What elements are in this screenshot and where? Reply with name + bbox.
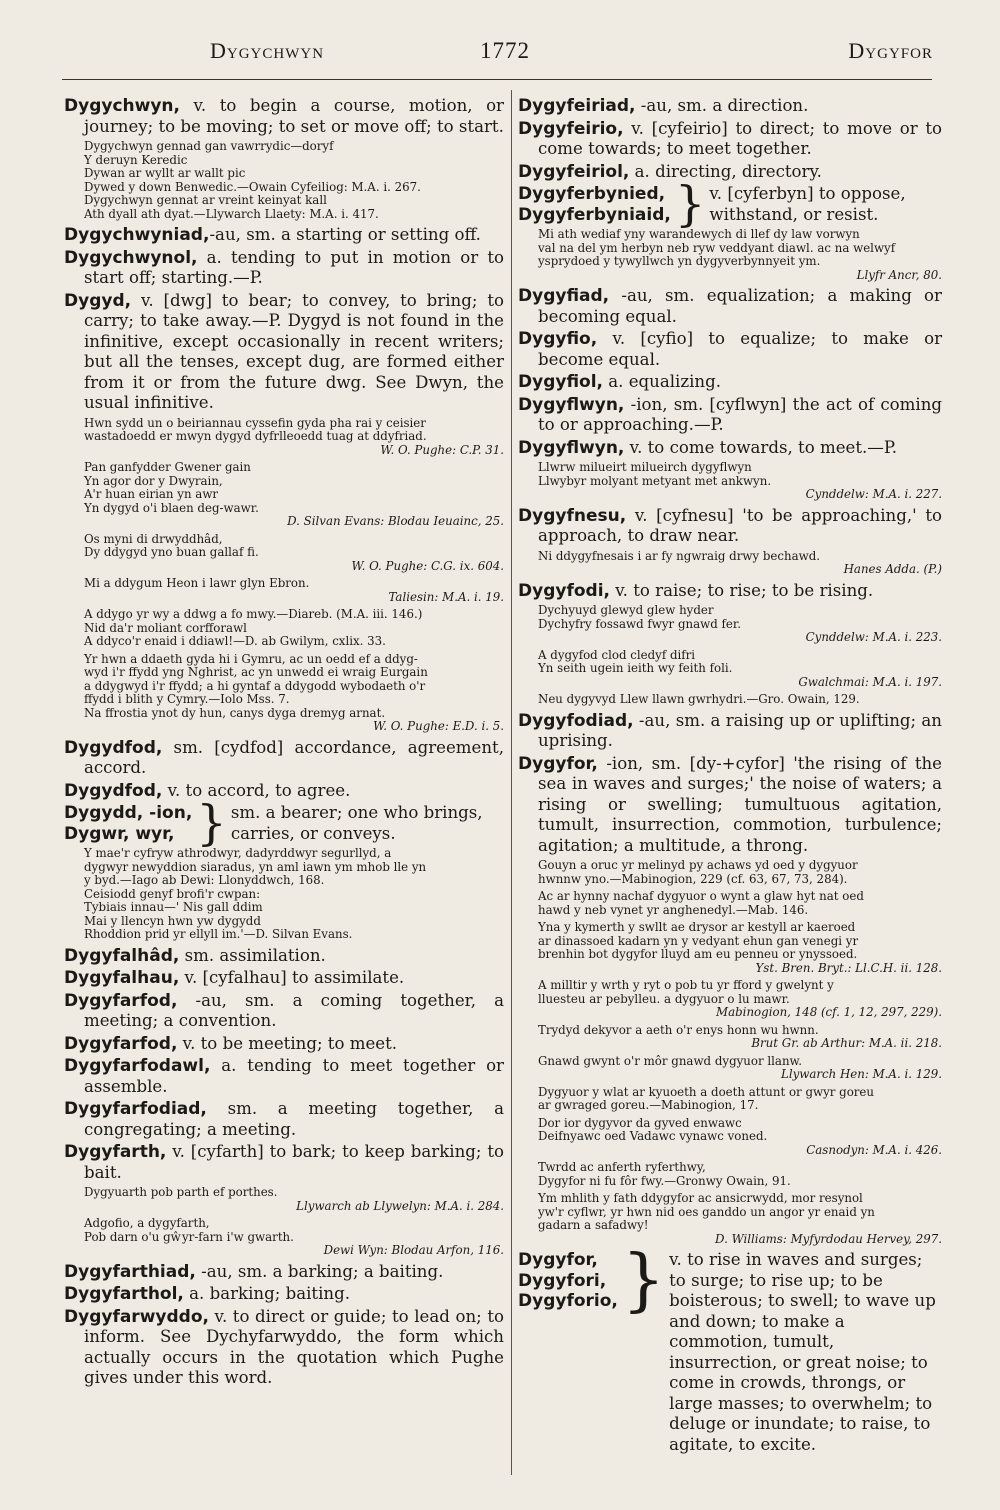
entry-headword-group: [64, 803, 192, 844]
citation-block: [84, 1186, 504, 1213]
citation-line: hwnnw yno.—Mabinogion, 229 (cf. 63, 67, 73, 284).: [538, 871, 848, 886]
citation-line: Dygyfor ni fu fôr fwy.—Gronwy Owain, 91.: [538, 1173, 791, 1188]
citation-line: ysprydoed y tywyllwch yn dygyverbynnyeit ym.: [538, 254, 821, 268]
dictionary-entry-group: [518, 176, 942, 232]
entry-definition: -au, sm. a barking; a baiting.: [195, 1261, 444, 1281]
entry-headword: Dygyfarfodiad,: [64, 1099, 207, 1119]
entry-headword: Dygyfodi,: [518, 580, 610, 601]
entry-headword: Dygyfarwyddo,: [64, 1306, 209, 1327]
citation-line: wastadoedd er mwyn dygyd dyfrlleoedd tuag at ddyfriad.: [84, 429, 427, 443]
dictionary-entry: [64, 1284, 504, 1305]
citation-block: [538, 649, 942, 690]
dictionary-entry-group: [518, 1241, 942, 1455]
page-number: 1772: [480, 38, 530, 63]
entry-definition: -ion, sm. [cyflwyn] the act of coming to or approaching.—P.: [538, 394, 942, 434]
citation-line: a ddygwyd i'r ffydd; a hi gyntaf a ddygodd wybodaeth o'r: [84, 678, 426, 693]
citation-line: A ddygo yr wy a ddwg a fo mwy.—Diareb. (M.A. iii. 146.): [84, 607, 423, 621]
citation-line: Yn dygyd o'i blaen deg-wawr.: [84, 500, 259, 515]
entry-definition: sm. a meeting together, a congregating; a meeting.: [84, 1099, 504, 1139]
citation-line: Dywan ar wyllt ar wallt pic: [84, 166, 246, 180]
entry-definition: -au, sm. a starting or setting off.: [209, 225, 481, 244]
brace-symbol: }: [674, 176, 706, 232]
citation-line: Mi a ddygum Heon i lawr glyn Ebron.: [84, 576, 310, 590]
citation-block: [538, 1161, 942, 1188]
citation-line: Dygychwyn gennat ar vreint keinyat kall: [84, 193, 327, 207]
citation-line: Ac ar hynny nachaf dygyuor o wynt a glaw hyt nat oed: [538, 889, 864, 903]
citation-line: Y mae'r cyfryw athrodwyr, dadyrddwyr segurllyd, a: [84, 846, 392, 860]
citation-line: ar gwraged goreu.—Mabinogion, 17.: [538, 1098, 759, 1112]
citation-line: Os myni di drwyddhâd,: [84, 531, 223, 546]
dictionary-entry: [518, 506, 942, 547]
entry-definition: v. to begin a course, motion, or journey; to be moving; to set or move off; to start.: [84, 96, 504, 136]
citation-block: [538, 550, 942, 577]
entry-headword: Dygyfio,: [518, 329, 598, 349]
citation-line: hawd y neb vynet yr anghenedyl.—Mab. 146.: [538, 902, 809, 917]
citation-block: [538, 921, 942, 975]
entry-definition: v. [cyfeirio] to direct; to move or to come towards; to meet together.: [538, 118, 942, 158]
citation-line: Dygychwyn gennad gan vawrrydic—doryf: [84, 139, 334, 153]
entry-definition: a. directing, directory.: [629, 161, 822, 181]
citation-line: Gouyn a oruc yr melinyd py achaws yd oed y dygyuor: [538, 858, 858, 872]
citation-source: Casnodyn: M.A. i. 426.: [806, 1142, 942, 1157]
citation-line: Trydyd dekyvor a aeth o'r enys honn wu hwnn.: [538, 1022, 819, 1037]
entry-headword: Dygyflwyn,: [518, 437, 625, 458]
entry-definition: a. barking; baiting.: [183, 1284, 350, 1303]
entry-definition: -ion, sm. [dy-+cyfor] 'the rising of the sea in waves and surges;' the noise of waters; a rising or swelling; tumultuous agitation, tumult, insurrection, commotion, turbulence; agitation; a multitude, a throng.: [538, 753, 942, 855]
entry-headword: Dygychwynol,: [64, 247, 198, 268]
dictionary-entry: [64, 1142, 504, 1183]
entry-headword: Dygyfor,: [518, 1250, 598, 1270]
dictionary-entry: [64, 991, 504, 1032]
citation-block: [538, 1055, 942, 1082]
citation-line: ar dinassoed kadarn yn y vedyant ehun gan venegi yr: [538, 933, 859, 948]
citation-source: Llywarch Hen: M.A. i. 129.: [781, 1067, 942, 1081]
entry-definition: v. to direct or guide; to lead on; to inform. See Dychyfarwyddo, the form which actually occurs in the quotation which Pughe gives under this word.: [84, 1306, 504, 1387]
header-right-guide-word: Dygyfor: [848, 38, 933, 63]
citation-line: Dygyuor y wlat ar kyuoeth a doeth attunt or gwyr goreu: [538, 1084, 875, 1099]
citation-source: Brut Gr. ab Arthur: M.A. ii. 218.: [751, 1036, 942, 1050]
entry-definition: v. to be meeting; to meet.: [177, 1033, 398, 1053]
citation-line: Mai y llencyn hwn yw dygydd: [84, 913, 261, 928]
entry-headword-group: [518, 184, 671, 225]
citation-line: Dor ior dygyvor da gyved enwawc: [538, 1115, 742, 1130]
dictionary-entry: [64, 781, 504, 802]
entry-headword: Dygyfarfod,: [64, 1033, 178, 1054]
dictionary-entry: [518, 286, 942, 327]
citation-line: Yna y kymerth y swllt ae drysor ar kestyll ar kaeroed: [538, 920, 856, 934]
citation-line: Twrdd ac anferth ryferthwy,: [538, 1160, 706, 1174]
citation-line: Llwrw milueirt milueirch dygyflwyn: [538, 460, 752, 474]
citation-block: [538, 1024, 942, 1051]
entry-headword: Dygyfarfod,: [64, 990, 178, 1011]
entry-headword: Dygyfarfodawl,: [64, 1056, 211, 1076]
citation-line: Na ffrostia ynot dy hun, canys dyga dremyg arnat.: [84, 705, 386, 720]
citation-line: Yn seith ugein ieith wy feith foli.: [538, 661, 733, 675]
dictionary-entry: [64, 96, 504, 137]
citation-line: Yn agor dor y Dwyrain,: [84, 473, 223, 488]
entry-headword: Dygyfarth,: [64, 1142, 167, 1162]
citation-line: A dygyfod clod cledyf difri: [538, 647, 696, 662]
entry-definition: sm. [cydfod] accordance, agreement, accord.: [84, 737, 504, 777]
entry-headword: Dygyfalhau,: [64, 968, 180, 988]
brace-symbol: }: [196, 795, 227, 851]
entry-definition: v. to accord, to agree.: [162, 780, 351, 800]
entry-headword: Dygyflwyn,: [518, 394, 625, 415]
brace-symbol: }: [621, 1241, 666, 1320]
citation-block: [84, 577, 504, 604]
dictionary-entry: [518, 581, 942, 602]
entry-headword: Dygyfnesu,: [518, 505, 627, 526]
entry-definition: v. to raise; to rise; to be rising.: [609, 580, 874, 600]
citation-source: W. O. Pughe: E.D. i. 5.: [373, 719, 504, 733]
dictionary-entry: [64, 248, 504, 289]
dictionary-entry: [64, 968, 504, 989]
entry-headword: Dygychwyn,: [64, 96, 180, 116]
entry-headword: Dygyfor,: [518, 753, 598, 774]
citation-block: [538, 228, 942, 282]
entry-headword: Dygyferbyniaid,: [518, 204, 671, 225]
header-left-guide-word: Dygychwyn: [210, 38, 325, 63]
citation-source: Cynddelw: M.A. i. 227.: [805, 487, 942, 501]
citation-line: A ddyco'r enaid i ddiawl!—D. ab Gwilym, cxlix. 33.: [84, 634, 386, 648]
citation-block: [538, 461, 942, 502]
entry-definition: v. [cyfarth] to bark; to keep barking; to bait.: [84, 1142, 504, 1182]
citation-line: Pob darn o'u gŵyr-farn i'w gwarth.: [84, 1229, 294, 1244]
citation-line: Ath dyall ath dyat.—Llywarch Llaety: M.A. i. 417.: [84, 206, 379, 221]
citation-block: [84, 461, 504, 529]
entry-headword: Dygyfarthol,: [64, 1284, 184, 1304]
citation-source: Gwalchmai: M.A. i. 197.: [798, 674, 942, 689]
citation-line: Y deruyn Keredic: [84, 152, 188, 167]
entry-headword: Dygyfeirio,: [518, 118, 624, 139]
dictionary-entry: [518, 438, 942, 459]
citation-line: brenhin bot dygyfor lluyd am eu penneu or ynyssoed.: [538, 947, 858, 961]
citation-source: Llywarch ab Llywelyn: M.A. i. 284.: [296, 1198, 504, 1213]
dictionary-entry: [64, 946, 504, 967]
citation-line: Rhoddion prid yr ellyll im.'—D. Silvan Evans.: [84, 927, 353, 941]
entry-headword: Dygyfeiriol,: [518, 161, 630, 182]
entry-headword: Dygyfodiad,: [518, 710, 634, 731]
dictionary-entry: [518, 395, 942, 436]
citation-source: Cynddelw: M.A. i. 223.: [805, 630, 942, 644]
citation-source: Llyfr Ancr, 80.: [856, 267, 942, 282]
entry-headword: Dygyfiol,: [518, 372, 604, 392]
citation-block: [84, 417, 504, 458]
entry-headword: Dygyfalhâd,: [64, 945, 180, 966]
citation-line: y byd.—Iago ab Dewi: Llonyddwch, 168.: [84, 873, 325, 887]
citation-line: Deifnyawc oed Vadawc vynawc voned.: [538, 1129, 768, 1143]
citation-line: Ceisiodd genyf brofi'r cwpan:: [84, 886, 261, 901]
citation-line: Nid da'r moliant corfforawl: [84, 620, 247, 635]
citation-block: [84, 1217, 504, 1258]
citation-line: Pan ganfydder Gwener gain: [84, 460, 251, 474]
citation-block: [84, 140, 504, 221]
citation-line: Dywed y down Benwedic.—Owain Cyfeiliog: M.A. i. 267.: [84, 179, 421, 194]
dictionary-entry: [518, 162, 942, 183]
citation-block: [538, 859, 942, 886]
citation-source: Mabinogion, 148 (cf. 1, 12, 297, 229).: [716, 1005, 942, 1019]
citation-line: Adgofio, a dygyfarth,: [84, 1216, 210, 1230]
dictionary-entry: [518, 96, 942, 117]
dictionary-entry: [64, 1034, 504, 1055]
citation-block: [538, 1086, 942, 1113]
citation-line: Hwn sydd un o beiriannau cyssefin gyda pha rai y ceisier: [84, 415, 426, 430]
entry-headword: Dygydfod,: [64, 780, 163, 801]
citation-block: [538, 1192, 942, 1246]
citation-line: Neu dygyvyd Llew llawn gwrhydri.—Gro. Owain, 129.: [538, 692, 860, 706]
citation-source: Dewi Wyn: Blodau Arfon, 116.: [323, 1243, 504, 1257]
citation-line: Tybiais innau—' Nis gall ddim: [84, 900, 263, 914]
entry-headword: Dygyforio,: [518, 1291, 618, 1311]
citation-source: Yst. Bren. Bryt.: Ll.C.H. ii. 128.: [755, 960, 942, 975]
citation-block: [84, 847, 504, 942]
citation-line: Mi ath wediaf yny warandewych di llef dy law vorwyn: [538, 227, 860, 241]
entry-definition: v. [cyferbyn] to oppose, withstand, or resist.: [709, 184, 906, 224]
entry-definition: -au, sm. a direction.: [635, 96, 809, 115]
citation-source: W. O. Pughe: C.P. 31.: [380, 442, 504, 457]
citation-line: Dychyuyd glewyd glew hyder: [538, 603, 714, 617]
entry-headword: Dygydd, -ion,: [64, 803, 193, 823]
citation-line: Yr hwn a ddaeth gyda hi i Gymru, ac un oedd ef a ddyg-: [84, 651, 418, 666]
citation-block: [538, 890, 942, 917]
entry-headword: Dygyfarthiad,: [64, 1261, 196, 1282]
citation-line: Dy ddygyd yno buan gallaf fi.: [84, 545, 259, 559]
citation-block: [538, 604, 942, 645]
citation-line: Llwybyr molyant metyant met ankwyn.: [538, 473, 772, 488]
entry-definition: v. to come towards, to meet.—P.: [624, 437, 897, 457]
entry-definition: v. [cyfio] to equalize; to make or become equal.: [538, 329, 942, 369]
entry-definition: v. [cyfnesu] 'to be approaching,' to approach, to draw near.: [538, 505, 942, 545]
entry-definition: -au, sm. a coming together, a meeting; a convention.: [84, 990, 504, 1030]
left-column: [64, 96, 504, 1391]
citation-source: W. O. Pughe: C.G. ix. 604.: [351, 558, 504, 573]
citation-line: A'r huan eirian yn awr: [84, 487, 219, 501]
entry-headword: Dygyfeiriad,: [518, 96, 636, 116]
entry-definition: a. tending to meet together or assemble.: [84, 1056, 504, 1096]
right-column: [518, 96, 942, 1457]
entry-headword: Dygyfiad,: [518, 286, 610, 306]
dictionary-entry: [518, 329, 942, 370]
dictionary-entry: [64, 1307, 504, 1389]
entry-headword-group: [518, 1250, 618, 1312]
entry-definition: a. tending to put in motion or to start off; starting.—P.: [84, 247, 504, 287]
citation-block: [84, 533, 504, 574]
citation-source: D. Williams: Myfyrdodau Hervey, 297.: [715, 1231, 942, 1246]
citation-block: [84, 608, 504, 649]
citation-block: [538, 1117, 942, 1158]
citation-block: [84, 653, 504, 734]
citation-line: gadarn a safadwy!: [538, 1218, 649, 1232]
entry-definition: a. equalizing.: [603, 372, 722, 391]
citation-line: Dychyfry fossawd fwyr gnawd fer.: [538, 616, 741, 631]
citation-line: val na del ym herbyn neb ryw veddyant diawl. ac na welwyf: [538, 240, 896, 255]
entry-definition: sm. assimilation.: [179, 945, 326, 965]
citation-source: Hanes Adda. (P.): [843, 562, 942, 576]
dictionary-entry: [64, 225, 504, 246]
entry-definition: v. [cyfalhau] to assimilate.: [179, 968, 405, 987]
column-divider: [511, 90, 512, 1475]
dictionary-entry: [64, 738, 504, 779]
entry-headword: Dygwr, wyr,: [64, 823, 175, 844]
citation-line: A milltir y wrth y ryt o pob tu yr fford y gwelynt y: [538, 978, 834, 992]
citation-block: [538, 693, 942, 707]
entry-definition: -au, sm. equalization; a making or becoming equal.: [538, 286, 942, 326]
dictionary-entry: [518, 711, 942, 752]
citation-source: D. Silvan Evans: Blodau Ieuainc, 25.: [287, 514, 504, 528]
page-header: [60, 38, 938, 78]
dictionary-entry: [64, 1262, 504, 1283]
entry-headword: Dygyferbynied,: [518, 184, 666, 204]
citation-line: Ni ddygyfnesais i ar fy ngwraig drwy bechawd.: [538, 548, 821, 563]
entry-definition: sm. a bearer; one who brings, carries, or conveys.: [230, 803, 483, 843]
entry-definition: -au, sm. a raising up or uplifting; an uprising.: [538, 710, 942, 750]
citation-line: ffydd i blith y Cymry.—Iolo Mss. 7.: [84, 692, 290, 706]
citation-line: Gnawd gwynt o'r môr gnawd dygyuor llanw.: [538, 1053, 802, 1068]
entry-headword: Dygyfori,: [518, 1270, 607, 1291]
dictionary-entry: [518, 119, 942, 160]
entry-definition: v. [dwg] to bear; to convey, to bring; to carry; to take away.—P. Dygyd is not found in the infinitive, except occasionally in recent writers; but all the tenses, except dug, are formed either from it or from the future dwg. See Dwyn, the usual infinitive.: [84, 290, 504, 412]
citation-line: lluesteu ar pebylleu. a dygyuor o lu mawr.: [538, 991, 790, 1006]
dictionary-entry-group: [64, 795, 504, 851]
dictionary-entry: [64, 1056, 504, 1097]
dictionary-entry: [518, 372, 942, 393]
citation-line: dygwyr newyddion siaradus, yn aml iawn ym mhob lle yn: [84, 859, 427, 874]
header-rule: [62, 79, 932, 80]
entry-headword: Dygydfod,: [64, 737, 163, 758]
entry-definition: v. to rise in waves and surges; to surge; to rise up; to be boisterous; to swell; to wave up and down; to make a commotion, tumult, insurrection, or great noise; to come in crowds, throngs, or large masses; to overwhelm; to deluge or inundate; to raise, to agitate, to excite.: [669, 1250, 936, 1454]
dictionary-entry: [64, 291, 504, 414]
citation-line: Dygyuarth pob parth ef porthes.: [84, 1185, 278, 1199]
citation-line: Ym mhlith y fath ddygyfor ac ansicrwydd, mor resynol: [538, 1191, 863, 1205]
entry-headword: Dygyd,: [64, 290, 132, 311]
entry-headword: Dygychwyniad,: [64, 225, 210, 245]
citation-line: wyd i'r ffydd yng Nghrist, ac yn unwedd ei wraig Eurgain: [84, 665, 428, 679]
dictionary-entry: [518, 754, 942, 857]
citation-source: Taliesin: M.A. i. 19.: [388, 589, 504, 604]
dictionary-entry: [64, 1099, 504, 1140]
citation-line: yw'r cyflwr, yr hwn nid oes ganddo un angor yr enaid yn: [538, 1204, 875, 1219]
citation-block: [538, 979, 942, 1020]
